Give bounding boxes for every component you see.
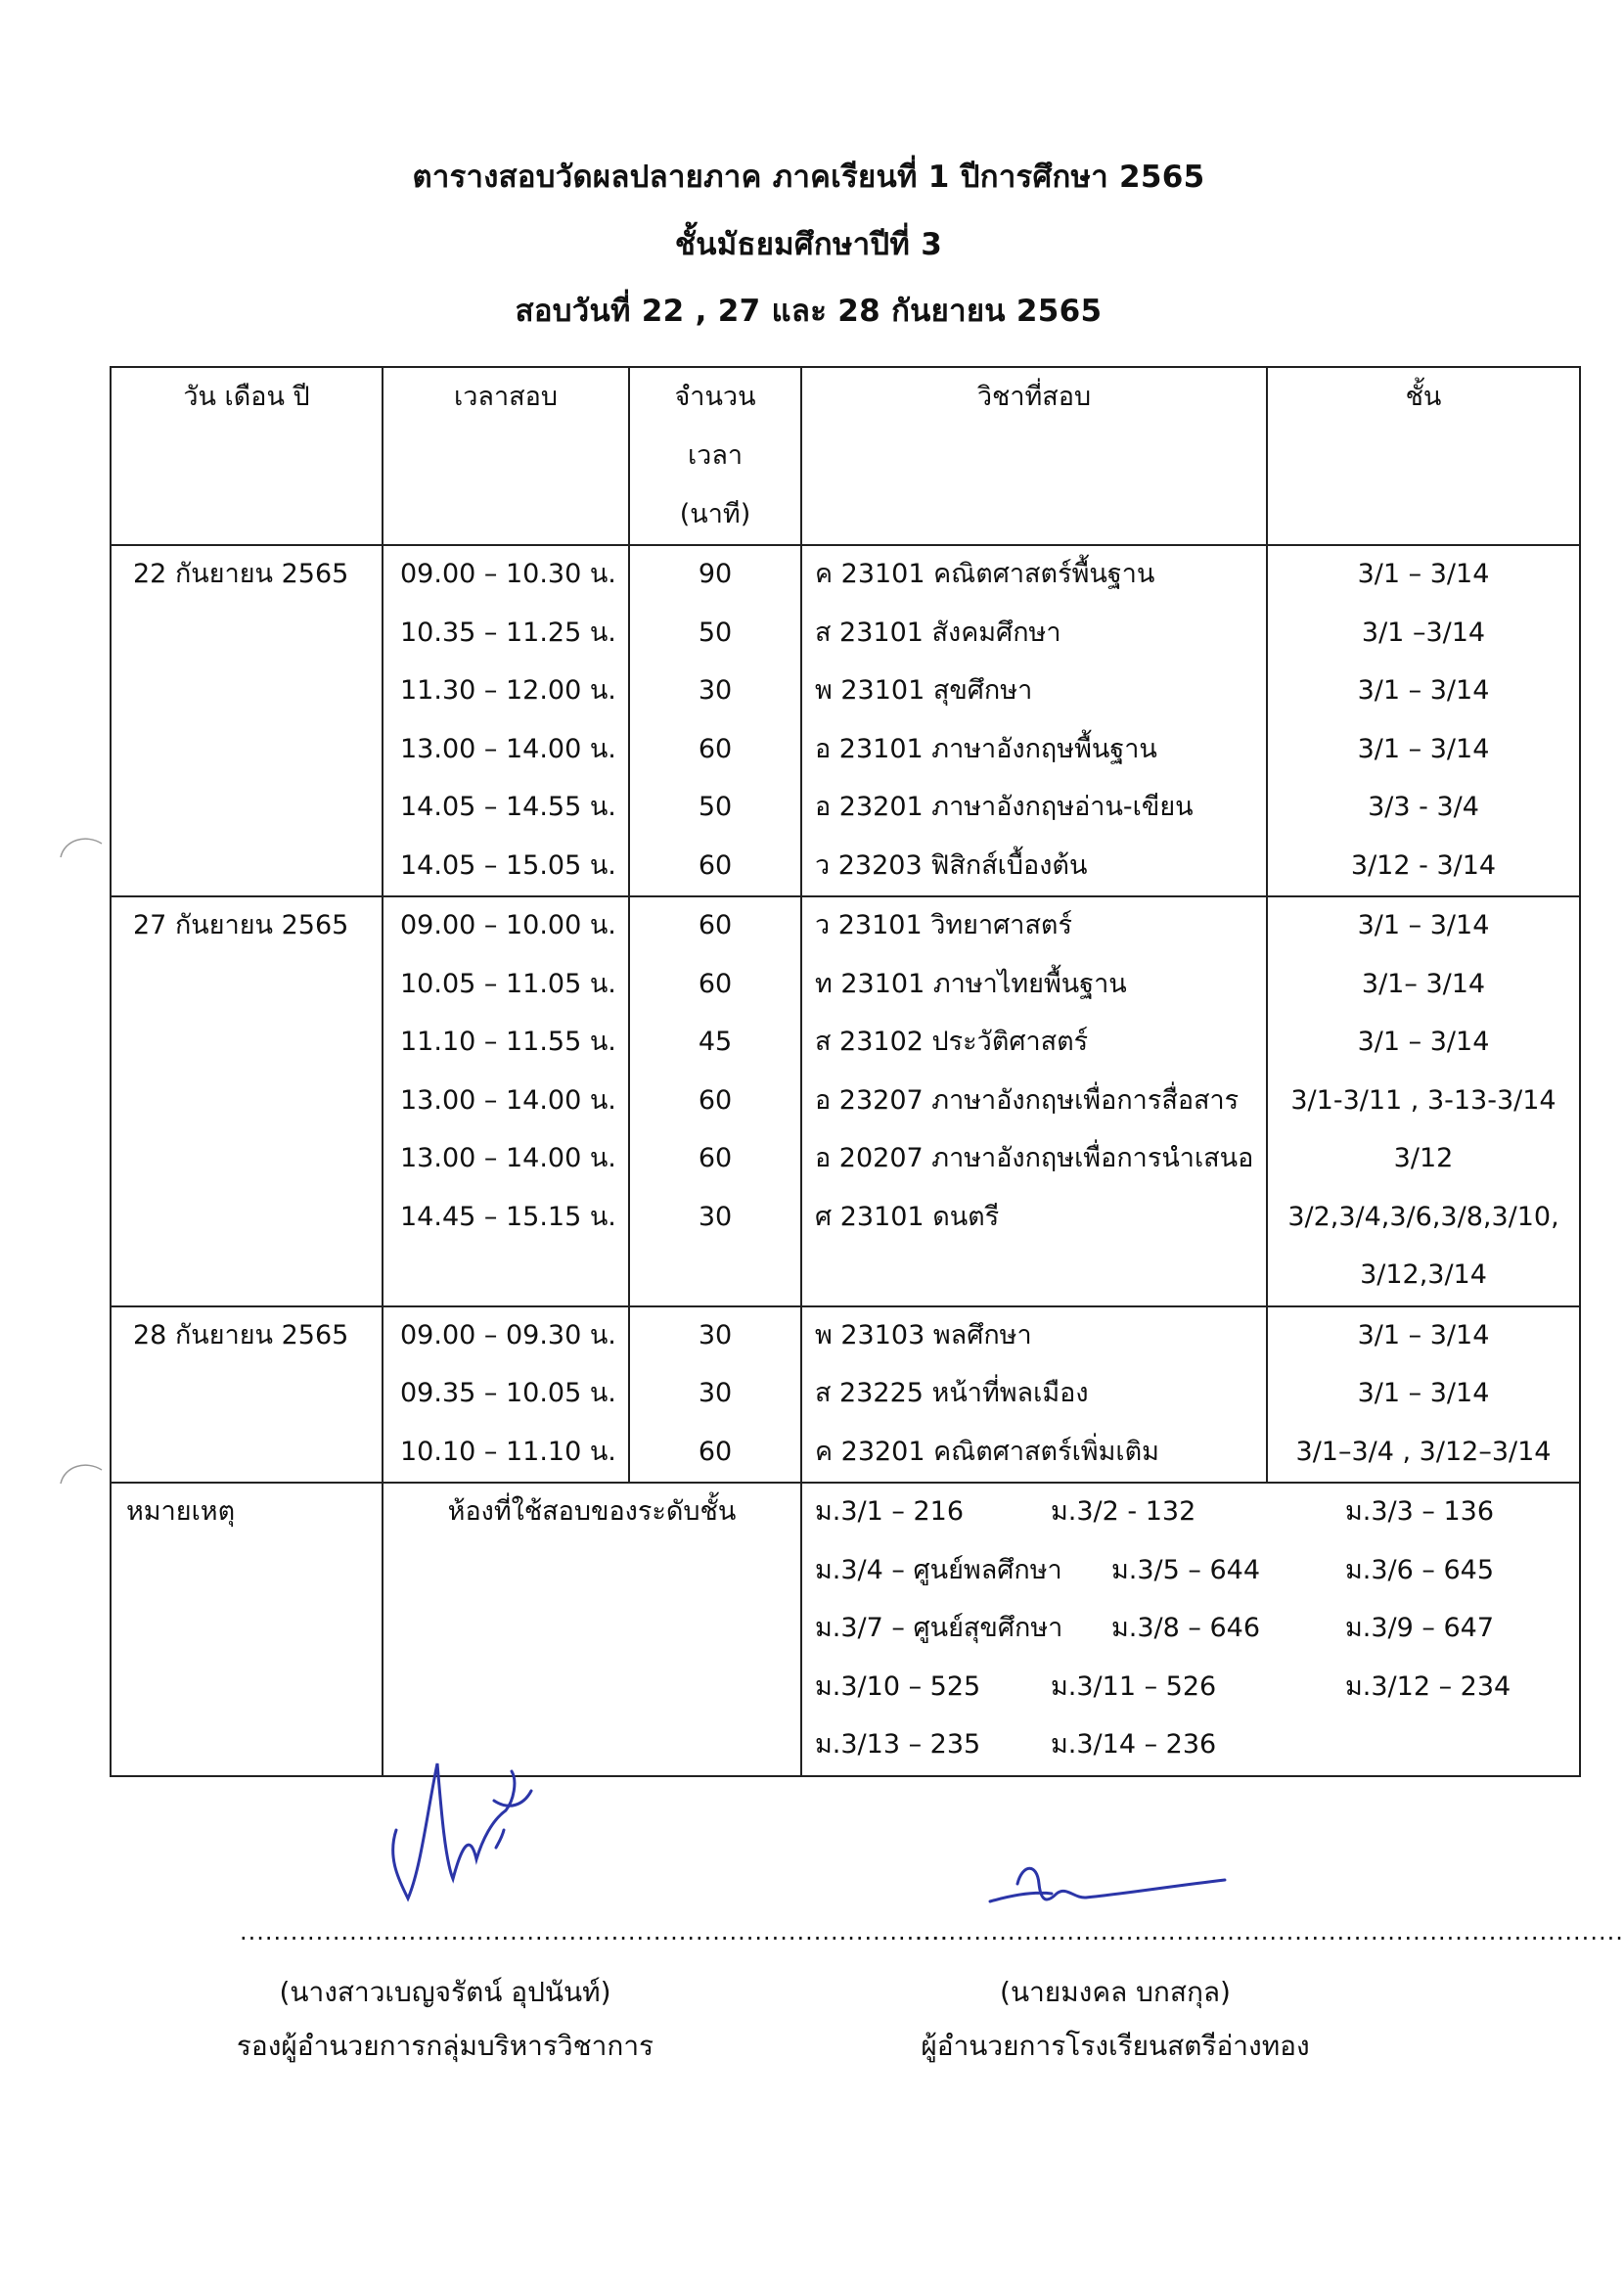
subject-text: อ 23207 ภาษาอังกฤษเพื่อการสื่อสาร xyxy=(815,1084,1240,1116)
time-text: 09.00 – 10.30 น. xyxy=(400,559,616,589)
time-text: 13.00 – 14.00 น. xyxy=(400,733,616,764)
subject-text xyxy=(802,1247,1266,1305)
time-text: 09.35 – 10.05 น. xyxy=(400,1378,616,1408)
room-entry: ม.3/13 – 235 xyxy=(815,1729,981,1760)
minutes-text: 50 xyxy=(698,617,733,648)
minutes-text xyxy=(630,1247,800,1305)
right-signature-line: .................................................................................... xyxy=(915,1918,1624,1945)
subject-text: พ 23101 สุขศึกษา xyxy=(815,675,1033,706)
subject-text: ว 23203 ฟิสิกส์เบื้องต้น xyxy=(815,849,1088,881)
time-text: 09.00 – 10.00 น. xyxy=(400,910,616,940)
left-signer-position: รองผู้อำนวยการกลุ่มบริหารวิชาการ xyxy=(236,2030,654,2062)
page-title: ตารางสอบวัดผลปลายภาค ภาคเรียนที่ 1 ปีการศึกษา 2565 xyxy=(412,160,1205,195)
class-text: 3/12,3/14 xyxy=(1360,1259,1487,1290)
date-text: 28 กันยายน 2565 xyxy=(133,1319,349,1350)
right-signer-block xyxy=(885,1965,1345,2073)
room-line xyxy=(802,1659,1579,1717)
subject-text: ส 23101 สังคมศึกษา xyxy=(815,617,1061,648)
subject-text: อ 23101 ภาษาอังกฤษพื้นฐาน xyxy=(815,733,1157,764)
room-line xyxy=(802,1484,1579,1542)
room-entry: ม.3/11 – 526 xyxy=(1051,1670,1217,1702)
notes-row xyxy=(111,1483,1580,1776)
room-list-cell xyxy=(801,1483,1580,1776)
time-text: 13.00 – 14.00 น. xyxy=(400,1084,616,1116)
room-entry: ม.3/10 – 525 xyxy=(815,1670,981,1702)
subject-text: ส 23102 ประวัติศาสตร์ xyxy=(815,1027,1089,1057)
right-handwritten-signature xyxy=(978,1854,1233,1923)
class-text: 3/1 – 3/14 xyxy=(1357,1319,1490,1350)
class-text: 3/1 – 3/14 xyxy=(1357,1378,1490,1408)
minutes-cell xyxy=(629,545,801,896)
time-cell xyxy=(383,545,629,896)
class-text: 3/1–3/4 , 3/12–3/14 xyxy=(1295,1436,1552,1467)
header-duration-line1: จำนวน xyxy=(674,382,756,412)
date-text: 27 กันยายน 2565 xyxy=(133,910,349,940)
date-cell xyxy=(111,896,383,1306)
grade-subtitle: ชั้นมัธยมศึกษาปีที่ 3 xyxy=(674,227,943,262)
minutes-cell xyxy=(629,896,801,1306)
subject-text: พ 23103 พลศึกษา xyxy=(815,1319,1032,1350)
minutes-cell xyxy=(629,1306,801,1484)
minutes-text: 30 xyxy=(698,1319,733,1350)
class-cell xyxy=(1267,545,1580,896)
room-entry: ม.3/5 – 644 xyxy=(1111,1554,1261,1585)
class-text: 3/2,3/4,3/6,3/8,3/10, xyxy=(1287,1201,1559,1232)
subject-text: ค 23101 คณิตศาสตร์พื้นฐาน xyxy=(815,559,1155,589)
time-cell xyxy=(383,1306,629,1484)
time-text: 14.05 – 15.05 น. xyxy=(400,849,616,881)
time-text: 09.00 – 09.30 น. xyxy=(400,1319,616,1350)
class-text: 3/12 - 3/14 xyxy=(1350,849,1497,881)
room-entry: ม.3/12 – 234 xyxy=(1345,1670,1511,1702)
minutes-text: 60 xyxy=(698,849,733,881)
left-handwritten-signature xyxy=(377,1752,543,1918)
subject-text: อ 20207 ภาษาอังกฤษเพื่อการนำเสนอ xyxy=(815,1143,1254,1173)
subject-text: อ 23201 ภาษาอังกฤษอ่าน-เขียน xyxy=(815,792,1194,822)
minutes-text: 60 xyxy=(698,1084,733,1116)
minutes-text: 30 xyxy=(698,1201,733,1232)
class-text: 3/12 xyxy=(1393,1143,1454,1173)
header-duration xyxy=(629,367,801,545)
minutes-text: 60 xyxy=(698,1436,733,1467)
class-text: 3/1 –3/14 xyxy=(1361,617,1486,648)
minutes-text: 60 xyxy=(698,910,733,940)
header-date: วัน เดือน ปี xyxy=(111,367,383,545)
room-entry: ม.3/3 – 136 xyxy=(1345,1496,1495,1527)
class-text: 3/1 – 3/14 xyxy=(1357,675,1490,706)
time-cell xyxy=(383,896,629,1306)
class-text: 3/1 – 3/14 xyxy=(1357,733,1490,764)
class-cell xyxy=(1267,896,1580,1306)
room-line xyxy=(802,1600,1579,1659)
time-text xyxy=(383,1247,628,1305)
minutes-text: 60 xyxy=(698,968,733,999)
notes-label: หมายเหตุ xyxy=(126,1496,236,1527)
subject-text: ว 23101 วิทยาศาสตร์ xyxy=(815,910,1072,940)
time-text: 10.35 – 11.25 น. xyxy=(400,617,616,648)
room-entry: ม.3/4 – ศูนย์พลศึกษา xyxy=(815,1554,1062,1585)
right-signer-name: (นายมงคล บกสกุล) xyxy=(1000,1976,1231,2008)
header-duration-line2: เวลา xyxy=(687,440,744,471)
left-signer-name: (นางสาวเบญจรัตน์ อุปนันท์) xyxy=(279,1976,611,2008)
room-line xyxy=(802,1542,1579,1601)
header-duration-line3: (นาที) xyxy=(679,499,751,529)
class-text: 3/1-3/11 , 3-13-3/14 xyxy=(1290,1084,1556,1116)
right-signer-position: ผู้อำนวยการโรงเรียนสตรีอ่างทอง xyxy=(921,2030,1310,2062)
time-text: 14.45 – 15.15 น. xyxy=(400,1201,616,1232)
header-subject: วิชาที่สอบ xyxy=(801,367,1267,545)
room-entry: ม.3/2 - 132 xyxy=(1051,1496,1196,1527)
header-class: ชั้น xyxy=(1267,367,1580,545)
time-text: 10.05 – 11.05 น. xyxy=(400,968,616,999)
subject-cell xyxy=(801,896,1267,1306)
notes-label-cell xyxy=(111,1483,383,1776)
table-header-row xyxy=(111,367,1580,545)
exam-schedule-table xyxy=(110,366,1581,1777)
room-entry: ม.3/7 – ศูนย์สุขศึกษา xyxy=(815,1613,1063,1643)
room-entry: ม.3/8 – 646 xyxy=(1111,1613,1261,1643)
class-text: 3/1 – 3/14 xyxy=(1357,559,1490,589)
rooms-label: ห้องที่ใช้สอบของระดับชั้น xyxy=(447,1496,737,1527)
minutes-text: 30 xyxy=(698,1378,733,1408)
minutes-text: 50 xyxy=(698,792,733,822)
table-row xyxy=(111,896,1580,1306)
room-entry: ม.3/1 – 216 xyxy=(815,1496,965,1527)
subject-text: ส 23225 หน้าที่พลเมือง xyxy=(815,1378,1089,1408)
class-text: 3/3 - 3/4 xyxy=(1368,792,1479,822)
class-text: 3/1– 3/14 xyxy=(1361,968,1486,999)
table-row xyxy=(111,1306,1580,1484)
date-cell xyxy=(111,1306,383,1484)
time-text: 13.00 – 14.00 น. xyxy=(400,1143,616,1173)
time-text: 11.10 – 11.55 น. xyxy=(400,1027,616,1057)
rooms-label-cell xyxy=(383,1483,801,1776)
time-text: 14.05 – 14.55 น. xyxy=(400,792,616,822)
subject-text: ท 23101 ภาษาไทยพื้นฐาน xyxy=(815,968,1127,999)
class-text: 3/1 – 3/14 xyxy=(1357,1027,1490,1057)
minutes-text: 60 xyxy=(698,1143,733,1173)
minutes-text: 45 xyxy=(698,1027,733,1057)
binder-hole-mark xyxy=(57,1458,106,1487)
class-cell xyxy=(1267,1306,1580,1484)
time-text: 11.30 – 12.00 น. xyxy=(400,675,616,706)
room-entry: ม.3/6 – 645 xyxy=(1345,1554,1495,1585)
room-entry: ม.3/14 – 236 xyxy=(1051,1729,1217,1760)
left-signer-block xyxy=(225,1965,665,2073)
room-entry: ม.3/9 – 647 xyxy=(1345,1613,1495,1643)
binder-hole-mark xyxy=(57,832,106,861)
header-time: เวลาสอบ xyxy=(383,367,629,545)
minutes-text: 30 xyxy=(698,675,733,706)
date-text: 22 กันยายน 2565 xyxy=(133,559,349,589)
date-cell xyxy=(111,545,383,896)
exam-dates-subtitle: สอบวันที่ 22 , 27 และ 28 กันยายน 2565 xyxy=(515,294,1103,329)
minutes-text: 60 xyxy=(698,733,733,764)
time-text: 10.10 – 11.10 น. xyxy=(400,1436,616,1467)
class-text: 3/1 – 3/14 xyxy=(1357,910,1490,940)
subject-text: ศ 23101 ดนตรี xyxy=(815,1201,1000,1232)
minutes-text: 90 xyxy=(698,559,733,589)
subject-text: ค 23201 คณิตศาสตร์เพิ่มเติม xyxy=(815,1436,1159,1467)
subject-cell xyxy=(801,1306,1267,1484)
left-signature-line: .................................................................................... xyxy=(240,1918,949,1945)
room-line xyxy=(802,1716,1579,1775)
table-row xyxy=(111,545,1580,896)
subject-cell xyxy=(801,545,1267,896)
